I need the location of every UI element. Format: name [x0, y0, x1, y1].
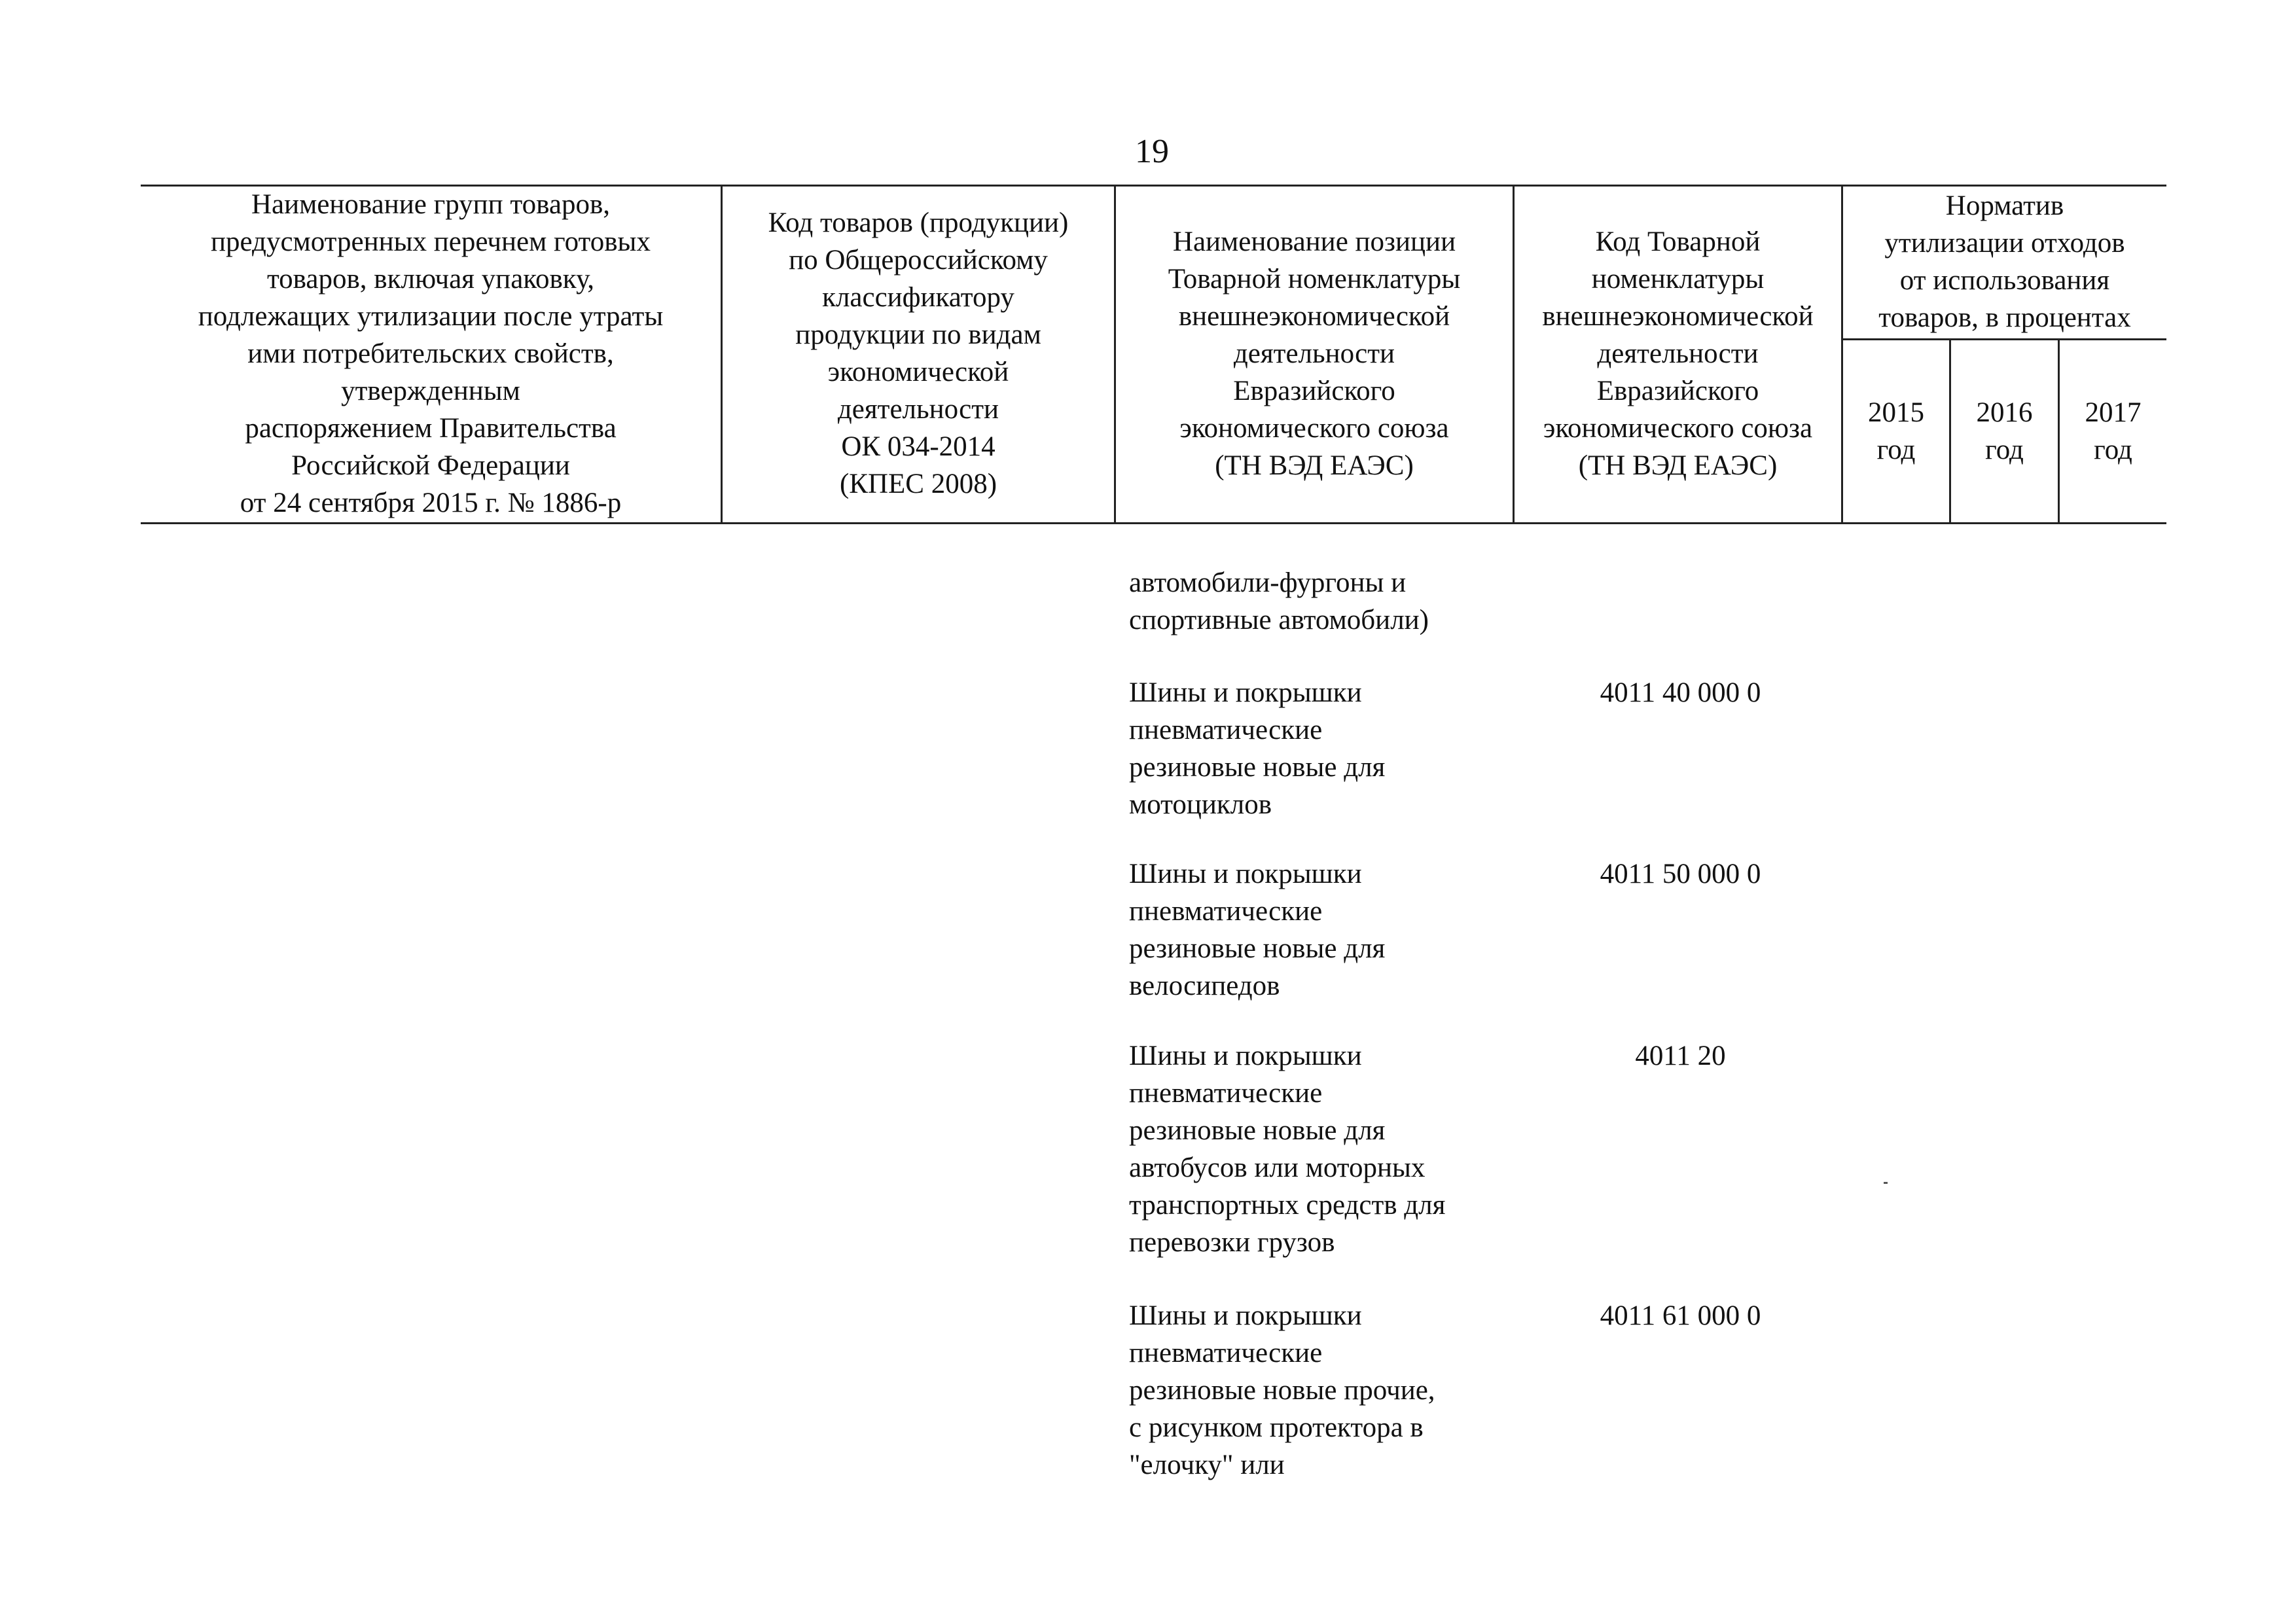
row-item-code: 4011 61 000 0 — [1600, 1300, 1761, 1331]
header-year-2016: 2016 год — [1976, 397, 2033, 465]
page-number: 19 — [1135, 133, 1169, 170]
row-item-name: Шины и покрышки пневматические резиновые новые для автобусов или моторных транспортных средств для перевозки грузов — [1129, 1041, 1446, 1258]
row-item-name: автомобили-фургоны и спортивные автомобили) — [1129, 567, 1429, 635]
row-item-name: Шины и покрышки пневматические резиновые новые прочие, с рисунком протектора в "елочку" или — [1129, 1300, 1435, 1480]
header-goods-group: Наименование групп товаров, предусмотренных перечнем готовых товаров, включая упаковку, подлежащих утилизации после утраты ими потребительских свойств, утвержденным распоряжением Правительства Российской Федерации от 24 сентября 2015 г. № 1886-р — [198, 188, 664, 518]
row-item-name: Шины и покрышки пневматические резиновые новые для велосипедов — [1129, 859, 1386, 1001]
header-year-2017: 2017 год — [2085, 397, 2142, 465]
scan-speck — [1884, 1182, 1888, 1184]
header-tnved-name: Наименование позиции Товарной номенклатуры внешнеэкономической деятельности Евразийского экономического союза (ТН ВЭД ЕАЭС) — [1168, 226, 1461, 481]
header-year-2015: 2015 год — [1868, 397, 1924, 465]
header-recycling-norm: Норматив утилизации отходов от использования товаров, в процентах — [1878, 190, 2131, 333]
header-bottom-rule — [141, 522, 2166, 524]
row-item-code: 4011 40 000 0 — [1600, 677, 1761, 708]
header-tnved-code: Код Товарной номенклатуры внешнеэкономической деятельности Евразийского экономического союза (ТН ВЭД ЕАЭС) — [1542, 226, 1814, 481]
row-item-code: 4011 20 — [1635, 1041, 1726, 1071]
header-okpd-code: Код товаров (продукции) по Общероссийскому классификатору продукции по видам экономической деятельности ОК 034-2014 (КПЕС 2008) — [768, 207, 1069, 499]
table-header — [141, 185, 2166, 525]
row-item-name: Шины и покрышки пневматические резиновые новые для мотоциклов — [1129, 677, 1386, 820]
row-item-code: 4011 50 000 0 — [1600, 859, 1761, 889]
